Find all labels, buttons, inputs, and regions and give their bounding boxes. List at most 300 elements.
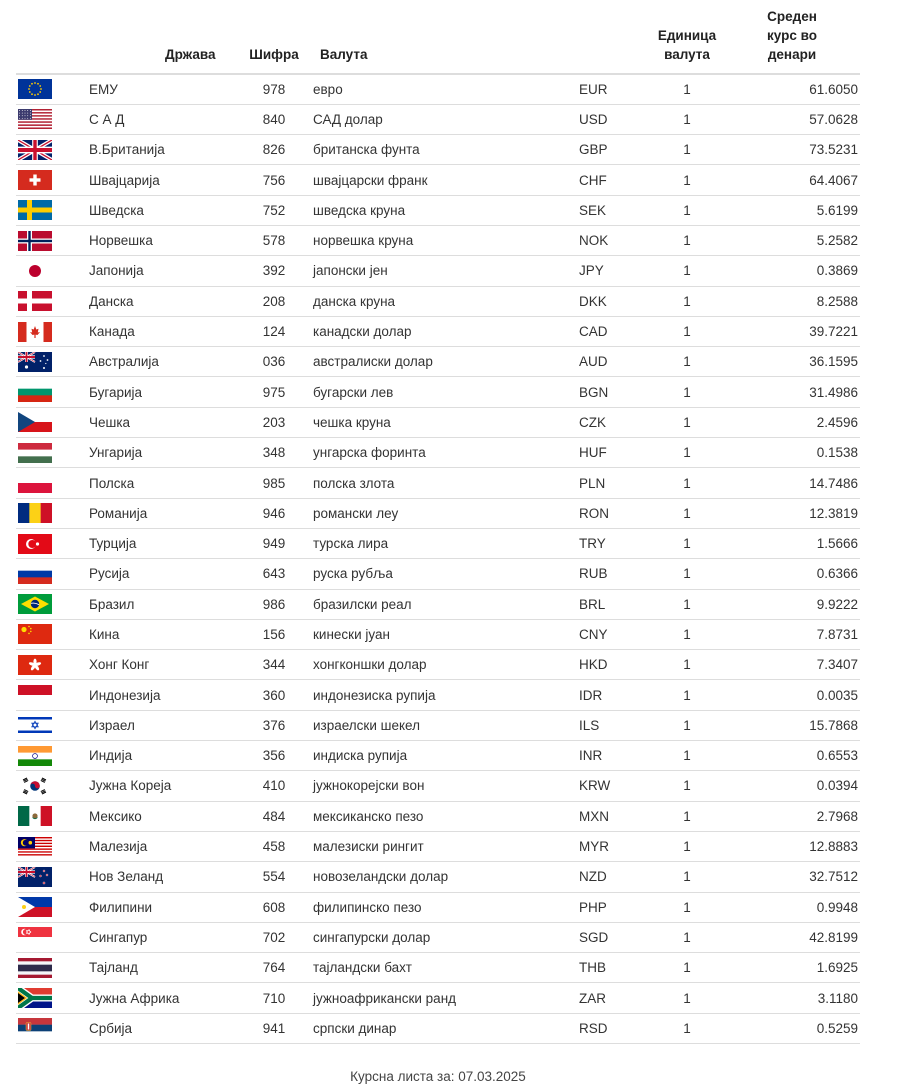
currency-cell: српски динар xyxy=(312,1013,578,1043)
table-row xyxy=(16,407,860,437)
currency-cell: чешка круна xyxy=(312,407,578,437)
ro-flag-icon xyxy=(18,503,52,523)
currency-cell: тајландски бахт xyxy=(312,953,578,983)
cn-flag-icon xyxy=(18,624,52,644)
rate-header-line-3: денари xyxy=(767,47,817,62)
flag-cell xyxy=(16,953,86,983)
code-cell: 203 xyxy=(236,407,312,437)
iso-cell: NOK xyxy=(578,225,650,255)
eu-flag-icon xyxy=(18,79,52,99)
table-row xyxy=(16,831,860,861)
unit-cell: 1 xyxy=(650,225,724,255)
country-cell: Индонезија xyxy=(86,680,236,710)
country-cell: В.Британија xyxy=(86,135,236,165)
country-cell: Нов Зеланд xyxy=(86,862,236,892)
table-row xyxy=(16,468,860,498)
table-row xyxy=(16,165,860,195)
flag-cell xyxy=(16,286,86,316)
country-cell: Јапонија xyxy=(86,256,236,286)
unit-cell: 1 xyxy=(650,286,724,316)
iso-cell: TRY xyxy=(578,528,650,558)
rate-cell: 12.3819 xyxy=(724,498,860,528)
iso-cell: THB xyxy=(578,953,650,983)
code-cell: 410 xyxy=(236,771,312,801)
table-row xyxy=(16,104,860,134)
code-cell: 840 xyxy=(236,104,312,134)
country-cell: Тајланд xyxy=(86,953,236,983)
rate-cell: 57.0628 xyxy=(724,104,860,134)
flag-cell xyxy=(16,710,86,740)
us-flag-icon xyxy=(18,109,52,129)
table-row xyxy=(16,286,860,316)
iso-cell: PLN xyxy=(578,468,650,498)
code-cell: 949 xyxy=(236,528,312,558)
nz-flag-icon xyxy=(18,867,52,887)
iso-cell: RSD xyxy=(578,1013,650,1043)
ph-flag-icon xyxy=(18,897,52,917)
country-cell: Норвешка xyxy=(86,225,236,255)
currency-cell: јужнокорејски вон xyxy=(312,771,578,801)
rate-cell: 7.3407 xyxy=(724,650,860,680)
code-cell: 975 xyxy=(236,377,312,407)
unit-cell: 1 xyxy=(650,104,724,134)
country-cell: Малезија xyxy=(86,831,236,861)
my-flag-icon xyxy=(18,837,52,857)
flag-cell xyxy=(16,104,86,134)
unit-cell: 1 xyxy=(650,377,724,407)
country-cell: Индија xyxy=(86,741,236,771)
rate-cell: 32.7512 xyxy=(724,862,860,892)
flag-cell xyxy=(16,74,86,104)
rs-flag-icon xyxy=(18,1018,52,1038)
rate-cell: 0.0035 xyxy=(724,680,860,710)
country-cell: Мексико xyxy=(86,801,236,831)
country-cell: Русија xyxy=(86,559,236,589)
iso-cell: MYR xyxy=(578,831,650,861)
iso-cell: DKK xyxy=(578,286,650,316)
unit-cell: 1 xyxy=(650,256,724,286)
code-cell: 360 xyxy=(236,680,312,710)
rate-cell: 39.7221 xyxy=(724,316,860,346)
iso-cell: KRW xyxy=(578,771,650,801)
code-cell: 826 xyxy=(236,135,312,165)
rate-cell: 15.7868 xyxy=(724,710,860,740)
currency-cell: индонезиска рупија xyxy=(312,680,578,710)
rate-cell: 5.2582 xyxy=(724,225,860,255)
flag-cell xyxy=(16,983,86,1013)
currency-cell: британска фунта xyxy=(312,135,578,165)
th-flag-icon xyxy=(18,958,52,978)
rate-cell: 36.1595 xyxy=(724,347,860,377)
rate-cell: 3.1180 xyxy=(724,983,860,1013)
unit-cell: 1 xyxy=(650,438,724,468)
code-cell: 036 xyxy=(236,347,312,377)
flag-cell xyxy=(16,195,86,225)
currency-cell: канадски долар xyxy=(312,316,578,346)
unit-column-header xyxy=(650,0,724,74)
table-row xyxy=(16,680,860,710)
table-row xyxy=(16,135,860,165)
unit-cell: 1 xyxy=(650,953,724,983)
country-cell: Швајцарија xyxy=(86,165,236,195)
currency-cell: кинески јуан xyxy=(312,619,578,649)
rate-cell: 1.5666 xyxy=(724,528,860,558)
flag-cell xyxy=(16,741,86,771)
country-cell: ЕМУ xyxy=(86,74,236,104)
currency-cell: руска рубља xyxy=(312,559,578,589)
au-flag-icon xyxy=(18,352,52,372)
code-cell: 764 xyxy=(236,953,312,983)
currency-cell: филипинско пезо xyxy=(312,892,578,922)
currency-cell: унгарска форинта xyxy=(312,438,578,468)
unit-cell: 1 xyxy=(650,347,724,377)
in-flag-icon xyxy=(18,746,52,766)
code-cell: 484 xyxy=(236,801,312,831)
iso-cell: BGN xyxy=(578,377,650,407)
code-cell: 348 xyxy=(236,438,312,468)
table-row xyxy=(16,498,860,528)
rate-cell: 2.4596 xyxy=(724,407,860,437)
currency-cell: индиска рупија xyxy=(312,741,578,771)
table-row xyxy=(16,438,860,468)
code-cell: 376 xyxy=(236,710,312,740)
table-row xyxy=(16,256,860,286)
unit-cell: 1 xyxy=(650,710,724,740)
unit-cell: 1 xyxy=(650,589,724,619)
currency-cell: јапонски јен xyxy=(312,256,578,286)
flag-cell xyxy=(16,589,86,619)
table-row xyxy=(16,195,860,225)
iso-cell: BRL xyxy=(578,589,650,619)
table-row xyxy=(16,801,860,831)
rate-cell: 0.6553 xyxy=(724,741,860,771)
id-flag-icon xyxy=(18,685,52,705)
code-cell: 392 xyxy=(236,256,312,286)
currency-cell: норвешка круна xyxy=(312,225,578,255)
unit-cell: 1 xyxy=(650,1013,724,1043)
iso-cell: EUR xyxy=(578,74,650,104)
code-cell: 156 xyxy=(236,619,312,649)
country-column-header: Држава xyxy=(86,0,236,74)
code-cell: 941 xyxy=(236,1013,312,1043)
flag-cell xyxy=(16,256,86,286)
unit-cell: 1 xyxy=(650,165,724,195)
currency-cell: евро xyxy=(312,74,578,104)
country-cell: Чешка xyxy=(86,407,236,437)
exchange-rate-table xyxy=(16,0,860,1044)
country-cell: Романија xyxy=(86,498,236,528)
unit-cell: 1 xyxy=(650,498,724,528)
country-cell: Унгарија xyxy=(86,438,236,468)
unit-cell: 1 xyxy=(650,741,724,771)
table-row xyxy=(16,862,860,892)
code-cell: 124 xyxy=(236,316,312,346)
unit-cell: 1 xyxy=(650,316,724,346)
country-cell: Сингапур xyxy=(86,922,236,952)
country-cell: Кина xyxy=(86,619,236,649)
currency-cell: хонгконшки долар xyxy=(312,650,578,680)
country-cell: Австралија xyxy=(86,347,236,377)
kr-flag-icon xyxy=(18,776,52,796)
flag-cell xyxy=(16,559,86,589)
currency-cell: сингапурски долар xyxy=(312,922,578,952)
table-row xyxy=(16,710,860,740)
flag-cell xyxy=(16,650,86,680)
pl-flag-icon xyxy=(18,473,52,493)
unit-cell: 1 xyxy=(650,528,724,558)
rate-column-header xyxy=(724,0,860,74)
table-row xyxy=(16,347,860,377)
rate-header-line-2: курс во xyxy=(767,28,817,43)
flag-cell xyxy=(16,801,86,831)
iso-cell: ILS xyxy=(578,710,650,740)
iso-cell: CHF xyxy=(578,165,650,195)
iso-cell: SEK xyxy=(578,195,650,225)
flag-cell xyxy=(16,407,86,437)
flag-cell xyxy=(16,135,86,165)
flag-cell xyxy=(16,528,86,558)
rate-cell: 64.4067 xyxy=(724,165,860,195)
table-row xyxy=(16,74,860,104)
unit-cell: 1 xyxy=(650,831,724,861)
no-flag-icon xyxy=(18,231,52,251)
table-row xyxy=(16,589,860,619)
flag-cell xyxy=(16,165,86,195)
rate-list-date: Курсна листа за: 07.03.2025 xyxy=(350,1069,526,1084)
code-cell: 702 xyxy=(236,922,312,952)
rate-cell: 7.8731 xyxy=(724,619,860,649)
iso-cell: INR xyxy=(578,741,650,771)
rate-cell: 8.2588 xyxy=(724,286,860,316)
unit-cell: 1 xyxy=(650,862,724,892)
unit-cell: 1 xyxy=(650,619,724,649)
code-cell: 985 xyxy=(236,468,312,498)
country-cell: Полска xyxy=(86,468,236,498)
iso-cell: IDR xyxy=(578,680,650,710)
ru-flag-icon xyxy=(18,564,52,584)
iso-cell: HKD xyxy=(578,650,650,680)
currency-cell: мексиканско пезо xyxy=(312,801,578,831)
flag-cell xyxy=(16,347,86,377)
unit-cell: 1 xyxy=(650,468,724,498)
bg-flag-icon xyxy=(18,382,52,402)
flag-cell xyxy=(16,831,86,861)
table-row xyxy=(16,559,860,589)
unit-cell: 1 xyxy=(650,983,724,1013)
country-cell: Јужна Африка xyxy=(86,983,236,1013)
currency-cell: новозеландски долар xyxy=(312,862,578,892)
table-row xyxy=(16,983,860,1013)
code-cell: 208 xyxy=(236,286,312,316)
iso-cell: MXN xyxy=(578,801,650,831)
sg-flag-icon xyxy=(18,927,52,947)
rate-cell: 42.8199 xyxy=(724,922,860,952)
flag-cell xyxy=(16,862,86,892)
country-cell: Данска xyxy=(86,286,236,316)
rate-cell: 73.5231 xyxy=(724,135,860,165)
rate-cell: 0.9948 xyxy=(724,892,860,922)
rate-cell: 0.3869 xyxy=(724,256,860,286)
currency-cell: малезиски рингит xyxy=(312,831,578,861)
hu-flag-icon xyxy=(18,443,52,463)
rate-header-line-1: Среден xyxy=(767,9,817,24)
flag-cell xyxy=(16,438,86,468)
iso-cell: SGD xyxy=(578,922,650,952)
currency-cell: данска круна xyxy=(312,286,578,316)
currency-cell: австралиски долар xyxy=(312,347,578,377)
code-cell: 643 xyxy=(236,559,312,589)
ca-flag-icon xyxy=(18,322,52,342)
table-row xyxy=(16,892,860,922)
flag-cell xyxy=(16,468,86,498)
table-row xyxy=(16,953,860,983)
exchange-rate-list xyxy=(16,0,860,1044)
iso-cell: CZK xyxy=(578,407,650,437)
code-cell: 978 xyxy=(236,74,312,104)
za-flag-icon xyxy=(18,988,52,1008)
iso-cell: NZD xyxy=(578,862,650,892)
table-row xyxy=(16,741,860,771)
country-cell: Хонг Конг xyxy=(86,650,236,680)
rate-cell: 61.6050 xyxy=(724,74,860,104)
unit-cell: 1 xyxy=(650,801,724,831)
gb-flag-icon xyxy=(18,140,52,160)
code-cell: 554 xyxy=(236,862,312,892)
unit-cell: 1 xyxy=(650,922,724,952)
jp-flag-icon xyxy=(18,261,52,281)
cz-flag-icon xyxy=(18,412,52,432)
se-flag-icon xyxy=(18,200,52,220)
rate-cell: 1.6925 xyxy=(724,953,860,983)
flag-cell xyxy=(16,316,86,346)
country-cell: Филипини xyxy=(86,892,236,922)
currency-cell: полска злота xyxy=(312,468,578,498)
unit-cell: 1 xyxy=(650,680,724,710)
rate-cell: 5.6199 xyxy=(724,195,860,225)
iso-cell: JPY xyxy=(578,256,650,286)
country-cell: Бразил xyxy=(86,589,236,619)
code-cell: 608 xyxy=(236,892,312,922)
rate-cell: 14.7486 xyxy=(724,468,860,498)
flag-cell xyxy=(16,892,86,922)
code-cell: 710 xyxy=(236,983,312,1013)
unit-header-line-1: Единица xyxy=(657,28,717,43)
table-row xyxy=(16,225,860,255)
currency-cell: швајцарски франк xyxy=(312,165,578,195)
country-cell: Израел xyxy=(86,710,236,740)
currency-column-header: Валута xyxy=(312,0,578,74)
mx-flag-icon xyxy=(18,806,52,826)
rate-cell: 12.8883 xyxy=(724,831,860,861)
table-row xyxy=(16,650,860,680)
unit-cell: 1 xyxy=(650,771,724,801)
flag-cell xyxy=(16,922,86,952)
code-cell: 458 xyxy=(236,831,312,861)
flag-column-header xyxy=(16,0,86,74)
iso-cell: USD xyxy=(578,104,650,134)
il-flag-icon xyxy=(18,715,52,735)
country-cell: Шведска xyxy=(86,195,236,225)
iso-cell: RON xyxy=(578,498,650,528)
code-cell: 578 xyxy=(236,225,312,255)
currency-cell: романски леу xyxy=(312,498,578,528)
currency-cell: шведска круна xyxy=(312,195,578,225)
code-cell: 756 xyxy=(236,165,312,195)
hk-flag-icon xyxy=(18,655,52,675)
table-row xyxy=(16,377,860,407)
tr-flag-icon xyxy=(18,534,52,554)
rate-cell: 0.0394 xyxy=(724,771,860,801)
iso-cell: CNY xyxy=(578,619,650,649)
dk-flag-icon xyxy=(18,291,52,311)
unit-cell: 1 xyxy=(650,650,724,680)
iso-cell: AUD xyxy=(578,347,650,377)
flag-cell xyxy=(16,680,86,710)
country-cell: Бугарија xyxy=(86,377,236,407)
code-column-header: Шифра xyxy=(236,0,312,74)
country-cell: Канада xyxy=(86,316,236,346)
rate-cell: 2.7968 xyxy=(724,801,860,831)
code-cell: 986 xyxy=(236,589,312,619)
currency-cell: јужноафрикански ранд xyxy=(312,983,578,1013)
iso-cell: ZAR xyxy=(578,983,650,1013)
table-row xyxy=(16,619,860,649)
rate-cell: 0.6366 xyxy=(724,559,860,589)
table-row xyxy=(16,316,860,346)
unit-cell: 1 xyxy=(650,407,724,437)
unit-header-line-2: валута xyxy=(664,47,710,62)
rate-cell: 9.9222 xyxy=(724,589,860,619)
code-cell: 946 xyxy=(236,498,312,528)
iso-cell: GBP xyxy=(578,135,650,165)
code-cell: 356 xyxy=(236,741,312,771)
currency-cell: израелски шекел xyxy=(312,710,578,740)
iso-cell: CAD xyxy=(578,316,650,346)
flag-cell xyxy=(16,771,86,801)
table-header-row xyxy=(16,0,860,74)
iso-cell: HUF xyxy=(578,438,650,468)
unit-cell: 1 xyxy=(650,195,724,225)
flag-cell xyxy=(16,1013,86,1043)
br-flag-icon xyxy=(18,594,52,614)
table-row xyxy=(16,771,860,801)
unit-cell: 1 xyxy=(650,74,724,104)
currency-cell: турска лира xyxy=(312,528,578,558)
flag-cell xyxy=(16,498,86,528)
currency-cell: бугарски лев xyxy=(312,377,578,407)
rate-cell: 0.1538 xyxy=(724,438,860,468)
unit-cell: 1 xyxy=(650,135,724,165)
unit-cell: 1 xyxy=(650,892,724,922)
currency-cell: САД долар xyxy=(312,104,578,134)
table-row xyxy=(16,922,860,952)
table-row xyxy=(16,1013,860,1043)
flag-cell xyxy=(16,377,86,407)
country-cell: Турција xyxy=(86,528,236,558)
iso-cell: PHP xyxy=(578,892,650,922)
code-cell: 344 xyxy=(236,650,312,680)
country-cell: С А Д xyxy=(86,104,236,134)
flag-cell xyxy=(16,619,86,649)
iso-column-header xyxy=(578,0,650,74)
iso-cell: RUB xyxy=(578,559,650,589)
ch-flag-icon xyxy=(18,170,52,190)
unit-cell: 1 xyxy=(650,559,724,589)
country-cell: Јужна Кореја xyxy=(86,771,236,801)
country-cell: Србија xyxy=(86,1013,236,1043)
flag-cell xyxy=(16,225,86,255)
table-row xyxy=(16,528,860,558)
